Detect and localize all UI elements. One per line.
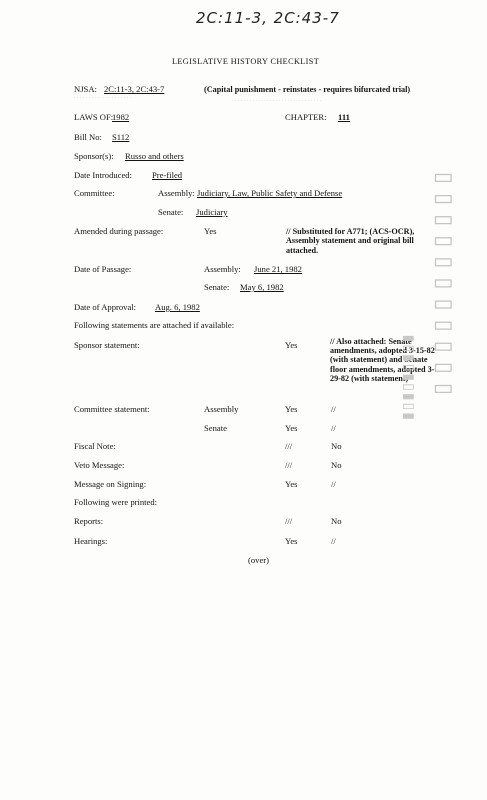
sponsor-statement-value: Yes xyxy=(285,340,298,350)
reports-label: Reports: xyxy=(74,516,104,526)
message-on-signing-label: Message on Signing: xyxy=(74,479,147,489)
sponsor-statement-label: Sponsor statement: xyxy=(74,340,140,350)
committee-assembly-label: Assembly: xyxy=(158,188,195,198)
laws-of-label: LAWS OF: xyxy=(74,112,114,122)
following-attached-heading: Following statements are attached if available: xyxy=(74,320,235,330)
hearings-mark: // xyxy=(331,536,336,546)
hearings-value: Yes xyxy=(285,536,298,546)
date-introduced-value: Pre-filed xyxy=(152,170,183,180)
passage-senate-value: May 6, 1982 xyxy=(240,282,284,292)
veto-message-mark: /// xyxy=(285,460,293,470)
faint-bleedthrough-2: · · · · · · · · · · · · · · · · · · · · · · · · · · · · · · · xyxy=(232,99,322,104)
njsa-description: (Capital punishment - reinstates - requires bifurcated trial) xyxy=(204,85,411,94)
fiscal-note-mark: /// xyxy=(285,441,293,451)
njsa-label: NJSA: xyxy=(74,84,97,94)
fiscal-note-value: No xyxy=(331,441,342,451)
sponsor-statement-note: // Also attached: Senate amendments, adopted 3-15-82 (with statement) and Senate floor amendments, adopted 3-29-82 (with statement) xyxy=(330,337,435,383)
reports-mark: /// xyxy=(285,516,293,526)
passage-senate-label: Senate: xyxy=(204,282,230,292)
passage-assembly-value: June 21, 1982 xyxy=(254,264,302,274)
amended-value: Yes xyxy=(204,226,217,236)
hearings-label: Hearings: xyxy=(74,536,108,546)
passage-assembly-label: Assembly: xyxy=(204,264,241,274)
laws-of-value: 1982 xyxy=(112,112,130,122)
njsa-value: 2C:11-3, 2C:43-7 xyxy=(104,84,165,94)
message-on-signing-value: Yes xyxy=(285,479,298,489)
page-title: LEGISLATIVE HISTORY CHECKLIST xyxy=(172,57,320,66)
bill-no-label: Bill No: xyxy=(74,132,102,142)
sponsors-label: Sponsor(s): xyxy=(74,151,114,161)
amended-note: // Substituted for A771; (ACS-OCR), Assembly statement and original bill attached. xyxy=(286,227,415,255)
reports-value: No xyxy=(331,516,342,526)
amended-label: Amended during passage: xyxy=(74,226,164,236)
committee-statement-senate-label: Senate xyxy=(204,423,227,433)
sponsors-value: Russo and others xyxy=(125,151,184,161)
committee-senate-label: Senate: xyxy=(158,207,184,217)
committee-statement-assembly-value: Yes xyxy=(285,404,298,414)
committee-statement-label: Committee statement: xyxy=(74,404,150,414)
chapter-label: CHAPTER: xyxy=(285,112,327,122)
date-of-approval-label: Date of Approval: xyxy=(74,302,137,312)
faint-bleedthrough-1: · · · · · · · · · · · · · · · · · · · · xyxy=(74,96,132,101)
bill-no-value: S112 xyxy=(112,132,130,142)
veto-message-label: Veto Message: xyxy=(74,460,125,470)
committee-statement-assembly-label: Assembly xyxy=(204,404,239,414)
committee-statement-senate-value: Yes xyxy=(285,423,298,433)
message-on-signing-mark: // xyxy=(331,479,336,489)
date-of-passage-label: Date of Passage: xyxy=(74,264,132,274)
over-note: (over) xyxy=(248,555,269,565)
vertical-stamp-graphic: ▯ ▯ ▯ ▯ ▯ ▯ ▯ ▯ ▯ ▯ ▯ xyxy=(430,170,455,395)
date-introduced-label: Date Introduced: xyxy=(74,170,132,180)
handwritten-header: 2C:11-3, 2C:43-7 xyxy=(196,9,340,27)
date-of-approval-value: Aug. 6, 1982 xyxy=(155,302,200,312)
fiscal-note-label: Fiscal Note: xyxy=(74,441,116,451)
committee-statement-assembly-mark: // xyxy=(331,404,336,414)
chapter-value: 111 xyxy=(338,112,350,122)
veto-message-value: No xyxy=(331,460,342,470)
committee-label: Committee: xyxy=(74,188,115,198)
committee-statement-senate-mark: // xyxy=(331,423,336,433)
committee-senate-value: Judiciary xyxy=(196,207,228,217)
following-printed-heading: Following were printed: xyxy=(74,497,158,507)
committee-assembly-value: Judiciary, Law, Public Safety and Defense xyxy=(197,188,343,198)
vertical-stamp-graphic-2: ▮▯▮▯▮▯▮▯▮ xyxy=(400,332,416,420)
